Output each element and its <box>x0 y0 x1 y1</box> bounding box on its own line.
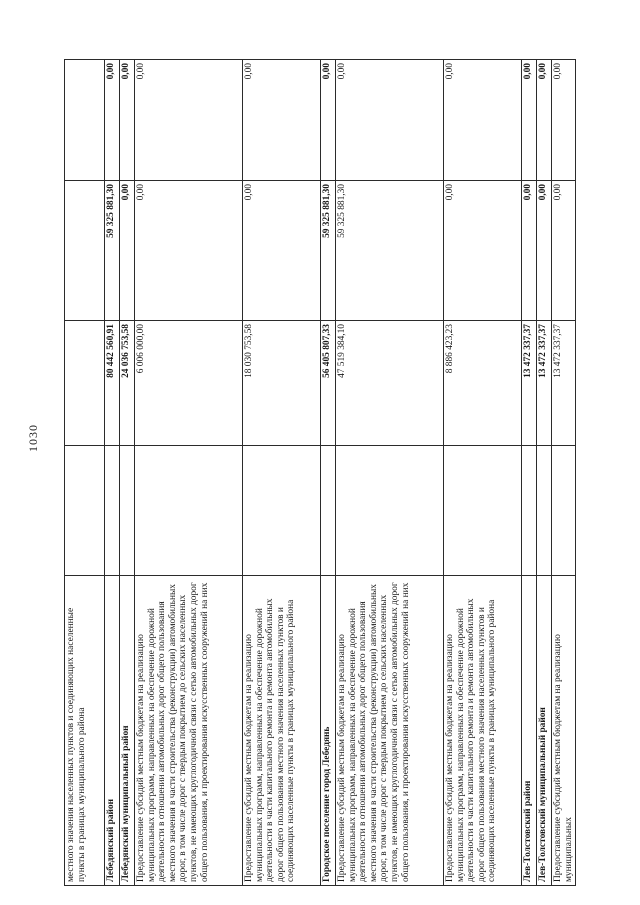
value-2024-cell: 24 036 753,58 <box>120 321 135 446</box>
description-cell: Лев-Толстовский район <box>522 576 537 886</box>
empty-cell <box>336 446 444 576</box>
description-cell: Лев-Толстовский муниципальный район <box>537 576 552 886</box>
empty-cell <box>321 446 336 576</box>
value-2026-cell: 0,00 <box>135 60 243 181</box>
description-cell: Лебедянский район <box>105 576 120 886</box>
value-2024-cell: 6 006 000,00 <box>135 321 243 446</box>
value-2024-cell: 13 472 337,37 <box>522 321 537 446</box>
value-2024-cell: 13 472 337,37 <box>537 321 552 446</box>
value-2026-cell: 0,00 <box>105 60 120 181</box>
row-lev-tolstovsky-district <box>522 60 537 886</box>
empty-cell <box>105 446 120 576</box>
empty-cell <box>65 446 105 576</box>
value-2026-cell: 0,00 <box>444 60 522 181</box>
empty-cell <box>552 446 576 576</box>
description-cell: Предоставление субсидий местным бюджетам на реализацию муниципальных программ, направленных на обеспечение дорожной деятельности в отношении автомобильных дорог общего пользования местного значения в части строительства (реконструкции) автомобильных дорог, в том числе дорог с твердым покрытием до сельских населенных пунктов, не имеющих круглогодичной связи с сетью автомобильных дорог общего пользования, и проектирования искусственных сооружений на них <box>135 576 243 886</box>
value-2026-cell: 0,00 <box>243 60 321 181</box>
value-2026-cell: 0,00 <box>537 60 552 181</box>
value-2024-cell: 47 519 384,10 <box>336 321 444 446</box>
row-lebedyansky-municipal <box>120 60 135 886</box>
value-2025-cell: 59 325 881,30 <box>321 181 336 321</box>
value-2026-cell: 0,00 <box>321 60 336 181</box>
value-2025-cell: 0,00 <box>135 181 243 321</box>
value-2025-cell: 0,00 <box>120 181 135 321</box>
description-cell: Городское поселение город Лебедянь <box>321 576 336 886</box>
row-lev-tolstovsky-municipal <box>537 60 552 886</box>
page-number: 1030 <box>26 424 40 452</box>
value-2025-cell: 0,00 <box>243 181 321 321</box>
value-2026-cell: 0,00 <box>120 60 135 181</box>
value-2024-cell: 18 030 753,58 <box>243 321 321 446</box>
value-2025-cell <box>65 181 105 321</box>
description-cell: местного значения населенных пунктов и соединяющих населенные пункты в границах муниципального района <box>65 576 105 886</box>
description-cell: Предоставление субсидий местным бюджетам на реализацию муниципальных программ, направленных на обеспечение дорожной деятельности в отношении автомобильных дорог общего пользования местного значения в части строительства (реконструкции) автомобильных дорог, в том числе дорог с твердым покрытием до сельских населенных пунктов, не имеющих круглогодичной связи с сетью автомобильных дорог общего пользования, и проектирования искусственных сооружений на них <box>336 576 444 886</box>
rotated-table-sheet <box>64 60 584 886</box>
empty-cell <box>120 446 135 576</box>
row-subsidy-lebedyan-repair <box>444 60 522 886</box>
row-subsidy-lebedyansky-repair <box>243 60 321 886</box>
value-2026-cell: 0,00 <box>522 60 537 181</box>
empty-cell <box>444 446 522 576</box>
value-2026-cell: 0,00 <box>336 60 444 181</box>
value-2025-cell: 0,00 <box>444 181 522 321</box>
value-2026-cell: 0,00 <box>552 60 576 181</box>
value-2025-cell: 0,00 <box>522 181 537 321</box>
row-subsidy-lebedyansky-construction <box>135 60 243 886</box>
row-continuation <box>65 60 105 886</box>
value-2024-cell: 56 405 807,33 <box>321 321 336 446</box>
value-2025-cell: 0,00 <box>552 181 576 321</box>
value-2026-cell <box>65 60 105 181</box>
budget-table <box>64 59 576 886</box>
value-2024-cell: 80 442 560,91 <box>105 321 120 446</box>
value-2025-cell: 0,00 <box>537 181 552 321</box>
row-subsidy-lev-tolstovsky <box>552 60 576 886</box>
description-cell: Предоставление субсидий местным бюджетам на реализацию муниципальных программ, направленных на обеспечение дорожной деятельности в части капитального ремонта и ремонта автомобильных дорог общего пользования местного значения населенных пунктов и соединяющих населенные пункты в границах муниципального района <box>444 576 522 886</box>
description-cell: Предоставление субсидий местным бюджетам на реализацию муниципальных <box>552 576 576 886</box>
empty-cell <box>135 446 243 576</box>
value-2025-cell: 59 325 881,30 <box>336 181 444 321</box>
row-subsidy-lebedyan-construction <box>336 60 444 886</box>
value-2024-cell: 13 472 337,37 <box>552 321 576 446</box>
value-2025-cell: 59 325 881,30 <box>105 181 120 321</box>
value-2024-cell: 8 886 423,23 <box>444 321 522 446</box>
description-cell: Предоставление субсидий местным бюджетам на реализацию муниципальных программ, направленных на обеспечение дорожной деятельности в части капитального ремонта и ремонта автомобильных дорог общего пользования местного значения населенных пунктов и соединяющих населенные пункты в границах муниципального района <box>243 576 321 886</box>
value-2024-cell <box>65 321 105 446</box>
empty-cell <box>243 446 321 576</box>
empty-cell <box>537 446 552 576</box>
row-lebedyan-city <box>321 60 336 886</box>
empty-cell <box>522 446 537 576</box>
description-cell: Лебедянский муниципальный район <box>120 576 135 886</box>
row-lebedyansky-district <box>105 60 120 886</box>
